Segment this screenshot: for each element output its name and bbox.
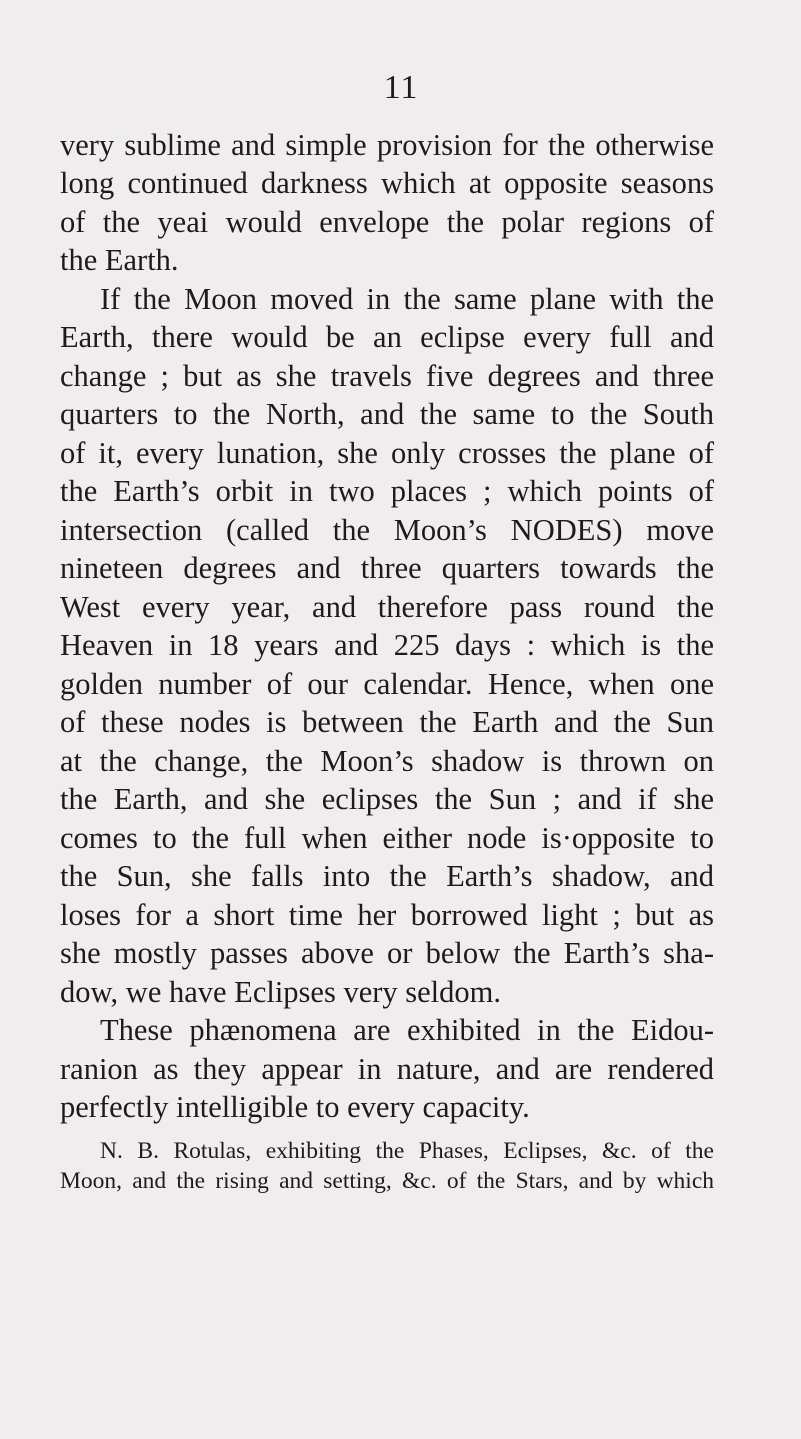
text-line: comes to the full when either node is·opposite to bbox=[60, 821, 714, 855]
text-line: of the yeai would envelope the polar regions of bbox=[60, 205, 714, 239]
text-line: West every year, and therefore pass round the bbox=[60, 590, 714, 624]
text-line: change ; but as she travels five degrees and three bbox=[60, 359, 714, 393]
text-line: quarters to the North, and the same to the South bbox=[60, 397, 714, 431]
text-line: the Earth. bbox=[60, 243, 179, 277]
footnote-line: N. B. Rotulas, exhibiting the Phases, Eclipses, &c. of the bbox=[100, 1138, 714, 1164]
text-line: nineteen degrees and three quarters towards the bbox=[60, 551, 714, 585]
paragraph-start-line: These phænomena are exhibited in the Eidou- bbox=[100, 1013, 714, 1047]
text-line: perfectly intelligible to every capacity. bbox=[60, 1090, 530, 1124]
text-line: very sublime and simple provision for the otherwise bbox=[60, 128, 714, 162]
text-line: the Earth’s orbit in two places ; which points of bbox=[60, 474, 714, 508]
text-line: ranion as they appear in nature, and are rendered bbox=[60, 1052, 714, 1086]
page-number: 11 bbox=[383, 69, 419, 106]
text-line: golden number of our calendar. Hence, when one bbox=[60, 667, 714, 701]
text-line: the Sun, she falls into the Earth’s shadow, and bbox=[60, 859, 714, 893]
text-line: long continued darkness which at opposite seasons bbox=[60, 166, 714, 200]
text-line: of it, every lunation, she only crosses the plane of bbox=[60, 436, 714, 470]
text-line: loses for a short time her borrowed light ; but as bbox=[60, 898, 714, 932]
text-line: at the change, the Moon’s shadow is thrown on bbox=[60, 744, 714, 778]
paragraph-start-line: If the Moon moved in the same plane with the bbox=[100, 282, 714, 316]
text-line: dow, we have Eclipses very seldom. bbox=[60, 975, 501, 1009]
text-line: the Earth, and she eclipses the Sun ; and if she bbox=[60, 782, 714, 816]
text-line: she mostly passes above or below the Earth’s sha- bbox=[60, 936, 714, 970]
text-line: of these nodes is between the Earth and the Sun bbox=[60, 705, 714, 739]
footnote-line: Moon, and the rising and setting, &c. of the Stars, and by which bbox=[60, 1168, 714, 1194]
text-line: Heaven in 18 years and 225 days : which is the bbox=[60, 628, 714, 662]
text-line: Earth, there would be an eclipse every full and bbox=[60, 320, 714, 354]
text-line: intersection (called the Moon’s NODES) move bbox=[60, 513, 714, 547]
